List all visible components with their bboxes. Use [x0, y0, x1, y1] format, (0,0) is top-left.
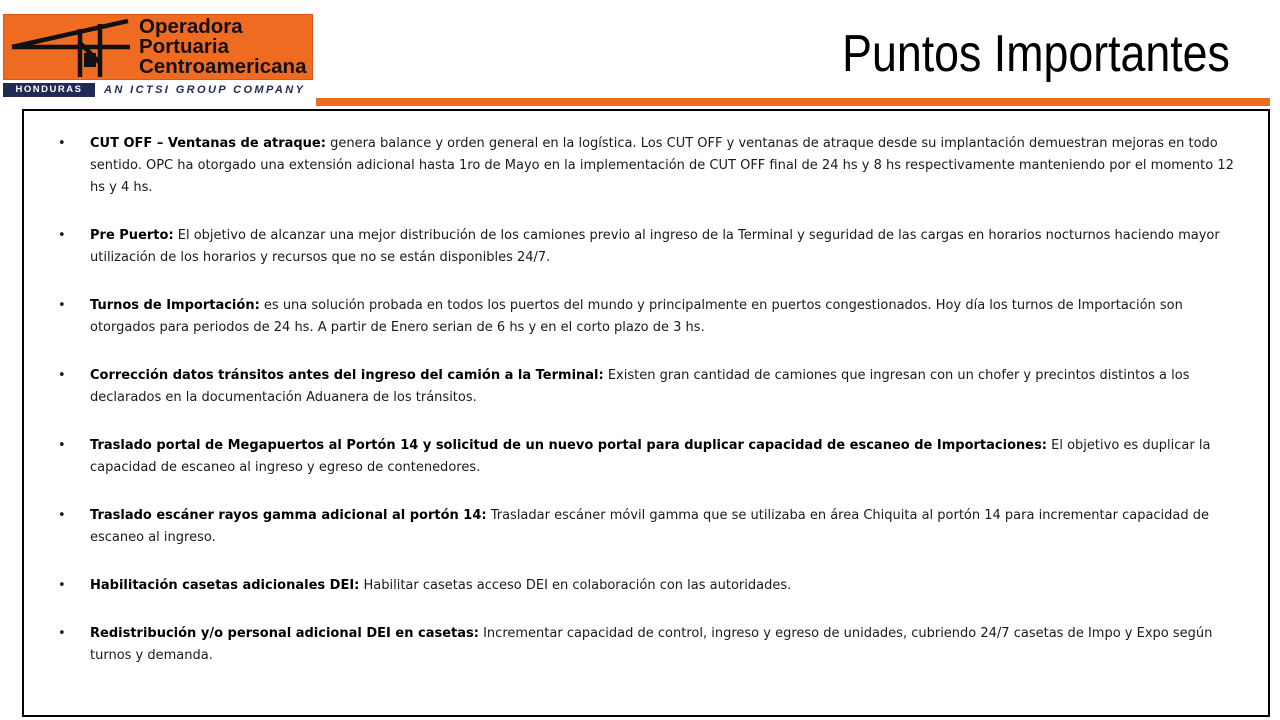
company-tagline: AN ICTSI GROUP COMPANY [104, 84, 306, 96]
bullet-item-personal-dei [52, 623, 1242, 667]
orange-divider [316, 98, 1270, 106]
bullet-text: Trasladar escáner móvil gamma que se utilizaba en área Chiquita al portón 14 para incrementar capacidad de escaneo al ingreso. [90, 508, 1210, 545]
bullet-label: Pre Puerto: [90, 228, 174, 243]
bullet-text: genera balance y orden general en la logística. Los CUT OFF y ventanas de atraque desde su implantación demuestran mejoras en todo sentido. OPC ha otorgado una extensión adicional hasta 1ro de Mayo en la implementación de CUT OFF final de 24 hs y 8 hs respectivamente manteniendo por el momento 12 hs y 4 hs. [90, 136, 1234, 195]
bullet-item-cut-off [52, 133, 1242, 199]
bullet-text: Incrementar capacidad de control, ingreso y egreso de unidades, cubriendo 24/7 casetas de Impo y Expo según turnos y demanda. [90, 626, 1213, 663]
bullet-text: Existen gran cantidad de camiones que ingresan con un chofer y precintos distintos a los declarados en la documentación Aduanera de los tránsitos. [90, 368, 1190, 405]
bullet-item-turnos-importacion [52, 295, 1242, 339]
company-name-line-2: Portuaria [139, 35, 229, 58]
bullet-item-escaner-gamma [52, 505, 1242, 549]
page-title: Puntos Importantes [842, 25, 1230, 83]
country-badge: HONDURAS [3, 83, 95, 97]
bullet-text: es una solución probada en todos los puertos del mundo y principalmente en puertos congestionados. Hoy día los turnos de Importación son otorgados para periodos de 24 hs. A partir de Enero serian de 6 hs y en el corto plazo de 3 hs. [90, 298, 1183, 335]
bullet-item-traslado-portal [52, 435, 1242, 479]
bullet-label: Traslado portal de Megapuertos al Portón 14 y solicitud de un nuevo portal para duplicar capacidad de escaneo de Importaciones: [90, 438, 1048, 453]
bullet-label: CUT OFF – Ventanas de atraque: [90, 136, 326, 151]
bullet-label: Turnos de Importación: [90, 298, 260, 313]
bullet-label: Corrección datos tránsitos antes del ingreso del camión a la Terminal: [90, 368, 604, 383]
bullet-label: Redistribución y/o personal adicional DEI en casetas: [90, 626, 479, 641]
logo-orange-panel [3, 14, 313, 80]
bullet-item-correccion-datos [52, 365, 1242, 409]
bullet-list [52, 133, 1242, 693]
bullet-text: Habilitar casetas acceso DEI en colaboración con las autoridades. [359, 578, 792, 593]
bullet-label: Traslado escáner rayos gamma adicional al portón 14: [90, 508, 487, 523]
bullet-item-casetas-dei [52, 575, 1242, 597]
bullet-text: El objetivo de alcanzar una mejor distribución de los camiones previo al ingreso de la Terminal y seguridad de las cargas en horarios nocturnos haciendo mayor utilización de los horarios y recursos que no se están disponibles 24/7. [90, 228, 1220, 265]
crane-icon [10, 19, 132, 77]
company-name [139, 17, 317, 77]
bullet-item-pre-puerto [52, 225, 1242, 269]
company-name-line-1: Operadora [139, 15, 243, 38]
company-logo [0, 12, 316, 100]
bullet-text: El objetivo es duplicar la capacidad de escaneo al ingreso y egreso de contenedores. [90, 438, 1211, 475]
bullet-label: Habilitación casetas adicionales DEI: [90, 578, 360, 593]
company-name-line-3: Centroamericana [139, 55, 307, 78]
